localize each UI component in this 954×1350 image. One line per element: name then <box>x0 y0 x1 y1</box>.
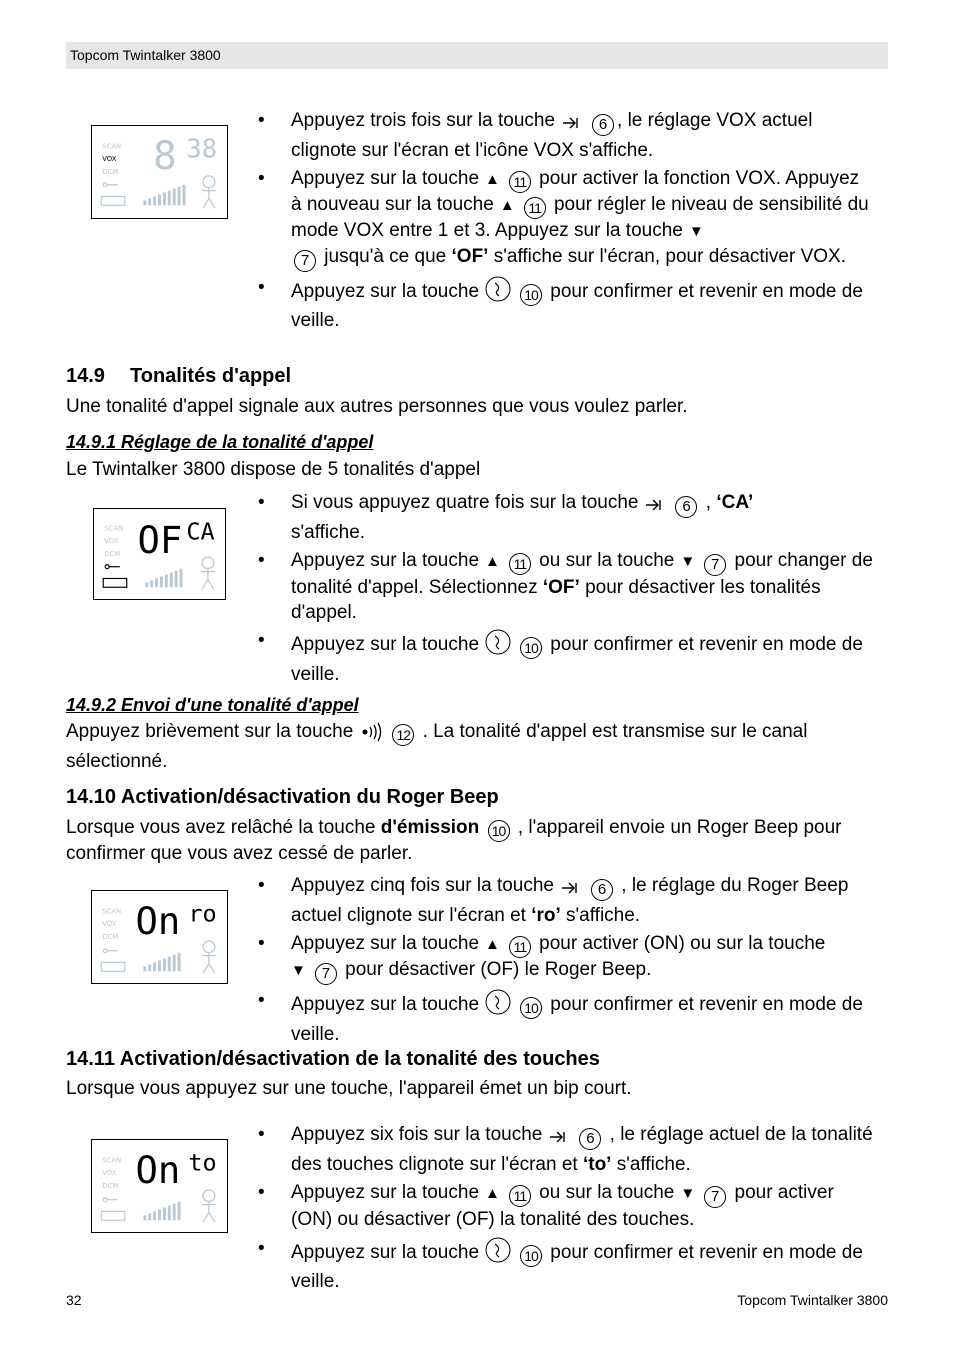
lcd-display-key-tone <box>91 1139 228 1233</box>
key-tone-steps-list <box>256 1123 874 1299</box>
key-number-badge: 6 <box>579 1128 601 1150</box>
person-icon <box>202 176 216 208</box>
ptt-key-icon <box>485 629 511 663</box>
list-item: • Appuyez sur la touche 10 pour confirmer et revenir en mode de veille. <box>256 629 874 687</box>
up-arrow-icon: ▲ <box>485 936 500 953</box>
ptt-key-icon <box>485 276 511 310</box>
key-number-badge: 11 <box>524 197 546 219</box>
lcd-big-digits: OF <box>137 518 183 563</box>
menu-key-icon <box>548 1128 570 1153</box>
list-item: • Appuyez sur la touche 10 pour confirmer et revenir en mode de veille. <box>256 1237 874 1295</box>
down-arrow-icon: ▼ <box>680 1185 696 1202</box>
lcd-vox-label: VOX <box>102 920 117 929</box>
lcd-screen <box>92 891 227 983</box>
person-icon <box>202 941 216 973</box>
paragraph: Une tonalité d'appel signale aux autres personnes que vous voulez parler. <box>66 396 688 417</box>
list-item: • Appuyez sur la touche ▲ 11 ou sur la touche ▼ 7 pour changer de tonalité d'appel. Sélectionnez ‘OF’ pour désactiver les tonalités d'appel. <box>256 549 874 625</box>
lcd-scan-label: SCAN <box>102 142 122 151</box>
lcd-dcm-label: DCM <box>102 1181 119 1190</box>
lcd-big-digits: 8 <box>153 134 177 180</box>
lcd-small-digits: CA <box>186 517 215 546</box>
lcd-big-digits: On <box>135 899 181 944</box>
menu-key-icon <box>561 114 583 139</box>
up-arrow-icon: ▲ <box>485 171 500 188</box>
up-arrow-icon: ▲ <box>485 553 500 570</box>
key-number-badge: 7 <box>315 963 337 985</box>
paragraph: Appuyez brièvement sur la touche 12 . La tonalité d'appel est transmise sur le canal sélectionné. <box>66 721 808 772</box>
lcd-dcm-label: DCM <box>104 549 121 558</box>
list-item: • Appuyez sur la touche ▲ 11 pour activer (ON) ou sur la touche ▼ 7 pour désactiver (OF) le Roger Beep. <box>256 932 874 985</box>
header-title: Topcom Twintalker 3800 <box>70 47 221 63</box>
lcd-dcm-label: DCM <box>102 932 119 941</box>
signal-bars-icon <box>143 953 180 972</box>
page-header <box>66 42 888 69</box>
lcd-screen <box>92 126 227 218</box>
lcd-vox-label: VOX <box>102 1169 117 1178</box>
down-arrow-icon: ▼ <box>291 962 306 979</box>
key-number-badge: 11 <box>509 171 531 193</box>
person-icon <box>201 557 215 589</box>
lcd-display-vox <box>91 125 228 219</box>
menu-key-icon <box>644 496 666 521</box>
list-item: • Appuyez sur la touche 10 pour confirmer et revenir en mode de veille. <box>256 276 874 334</box>
vox-steps-list <box>256 109 874 338</box>
signal-bars-icon <box>143 1202 180 1221</box>
list-item: • Appuyez six fois sur la touche 6 , le réglage actuel de la tonalité des touches clignote sur l'écran et ‘to’ s'affiche. <box>256 1123 874 1177</box>
key-number-badge: 6 <box>592 114 614 136</box>
key-number-badge: 10 <box>488 820 510 842</box>
lcd-scan-label: SCAN <box>104 524 124 533</box>
list-item: • Appuyez cinq fois sur la touche 6 , le réglage du Roger Beep actuel clignote sur l'écran et ‘ro’ s'affiche. <box>256 874 874 928</box>
lcd-dcm-label: DCM <box>102 167 119 176</box>
lcd-scan-label: SCAN <box>102 907 122 916</box>
section-heading: 14.9 Tonalités d'appel <box>66 365 292 387</box>
person-icon <box>202 1190 216 1222</box>
key-number-badge: 7 <box>294 250 316 272</box>
lcd-small-digits: 38 <box>186 133 218 164</box>
list-item: • Appuyez sur la touche 10 pour confirmer et revenir en mode de veille. <box>256 989 874 1047</box>
roger-beep-steps-list <box>256 874 874 1051</box>
lcd-screen <box>92 1140 227 1232</box>
call-tone-steps-list <box>256 491 874 691</box>
subsection-heading: 14.9.2 Envoi d'une tonalité d'appel <box>66 695 359 715</box>
key-number-badge: 6 <box>675 496 697 518</box>
list-item: • Appuyez sur la touche ▲ 11 ou sur la touche ▼ 7 pour activer (ON) ou désactiver (OF) la tonalité des touches. <box>256 1181 874 1233</box>
footer-product: Topcom Twintalker 3800 <box>737 1292 888 1308</box>
key-number-badge: 11 <box>509 936 531 958</box>
lcd-scan-label: SCAN <box>102 1156 122 1165</box>
page-number: 32 <box>66 1292 82 1308</box>
lcd-vox-label: VOX <box>102 155 117 164</box>
key-number-badge: 7 <box>704 554 726 576</box>
key-number-badge: 10 <box>520 1245 542 1267</box>
lcd-small-digits: to <box>188 1148 217 1177</box>
key-number-badge: 10 <box>520 997 542 1019</box>
lcd-vox-label: VOX <box>104 537 119 546</box>
key-number-badge: 11 <box>509 553 531 575</box>
key-number-badge: 6 <box>591 879 613 901</box>
up-arrow-icon: ▲ <box>499 197 515 214</box>
key-number-badge: 10 <box>520 637 542 659</box>
lcd-display-call-tone <box>93 508 226 600</box>
ptt-key-icon <box>485 989 511 1023</box>
lcd-big-digits: On <box>135 1148 181 1193</box>
paragraph: Lorsque vous avez relâché la touche d'émission 10 , l'appareil envoie un Roger Beep pour confirmer que vous avez cessé de parler. <box>66 817 842 864</box>
section-heading: 14.11 Activation/désactivation de la tonalité des touches <box>66 1048 600 1070</box>
key-number-badge: 10 <box>520 284 542 306</box>
list-item: • Appuyez trois fois sur la touche 6 , le réglage VOX actuel clignote sur l'écran et l'icône VOX s'affiche. <box>256 109 874 163</box>
menu-key-icon <box>560 879 582 904</box>
signal-bars-icon <box>143 185 185 206</box>
lcd-screen <box>94 509 225 599</box>
lcd-small-digits: ro <box>188 899 217 928</box>
key-number-badge: 7 <box>704 1186 726 1208</box>
ptt-key-icon <box>485 1237 511 1271</box>
paragraph: Lorsque vous appuyez sur une touche, l'appareil émet un bip court. <box>66 1078 632 1099</box>
subsection-heading: 14.9.1 Réglage de la tonalité d'appel <box>66 432 374 452</box>
down-arrow-icon: ▼ <box>680 553 696 570</box>
key-number-badge: 12 <box>392 724 414 746</box>
up-arrow-icon: ▲ <box>485 1185 500 1202</box>
key-number-badge: 11 <box>509 1185 531 1207</box>
list-item: • Si vous appuyez quatre fois sur la touche 6 , ‘CA’ s'affiche. <box>256 491 874 545</box>
call-key-icon <box>359 722 383 750</box>
section-heading: 14.10 Activation/désactivation du Roger Beep <box>66 786 499 808</box>
paragraph: Le Twintalker 3800 dispose de 5 tonalités d'appel <box>66 459 481 480</box>
lcd-display-roger-beep <box>91 890 228 984</box>
list-item: • Appuyez sur la touche ▲ 11 pour activer la fonction VOX. Appuyez à nouveau sur la touche ▲ 11 pour régler le niveau de sensibilité du mode VOX entre 1 et 3. Appuyez sur la touche ▼ 7 jusqu'à ce que ‘OF’ s'affiche sur l'écran, pour désactiver VOX. <box>256 167 874 272</box>
signal-bars-icon <box>145 569 182 588</box>
down-arrow-icon: ▼ <box>688 223 704 240</box>
